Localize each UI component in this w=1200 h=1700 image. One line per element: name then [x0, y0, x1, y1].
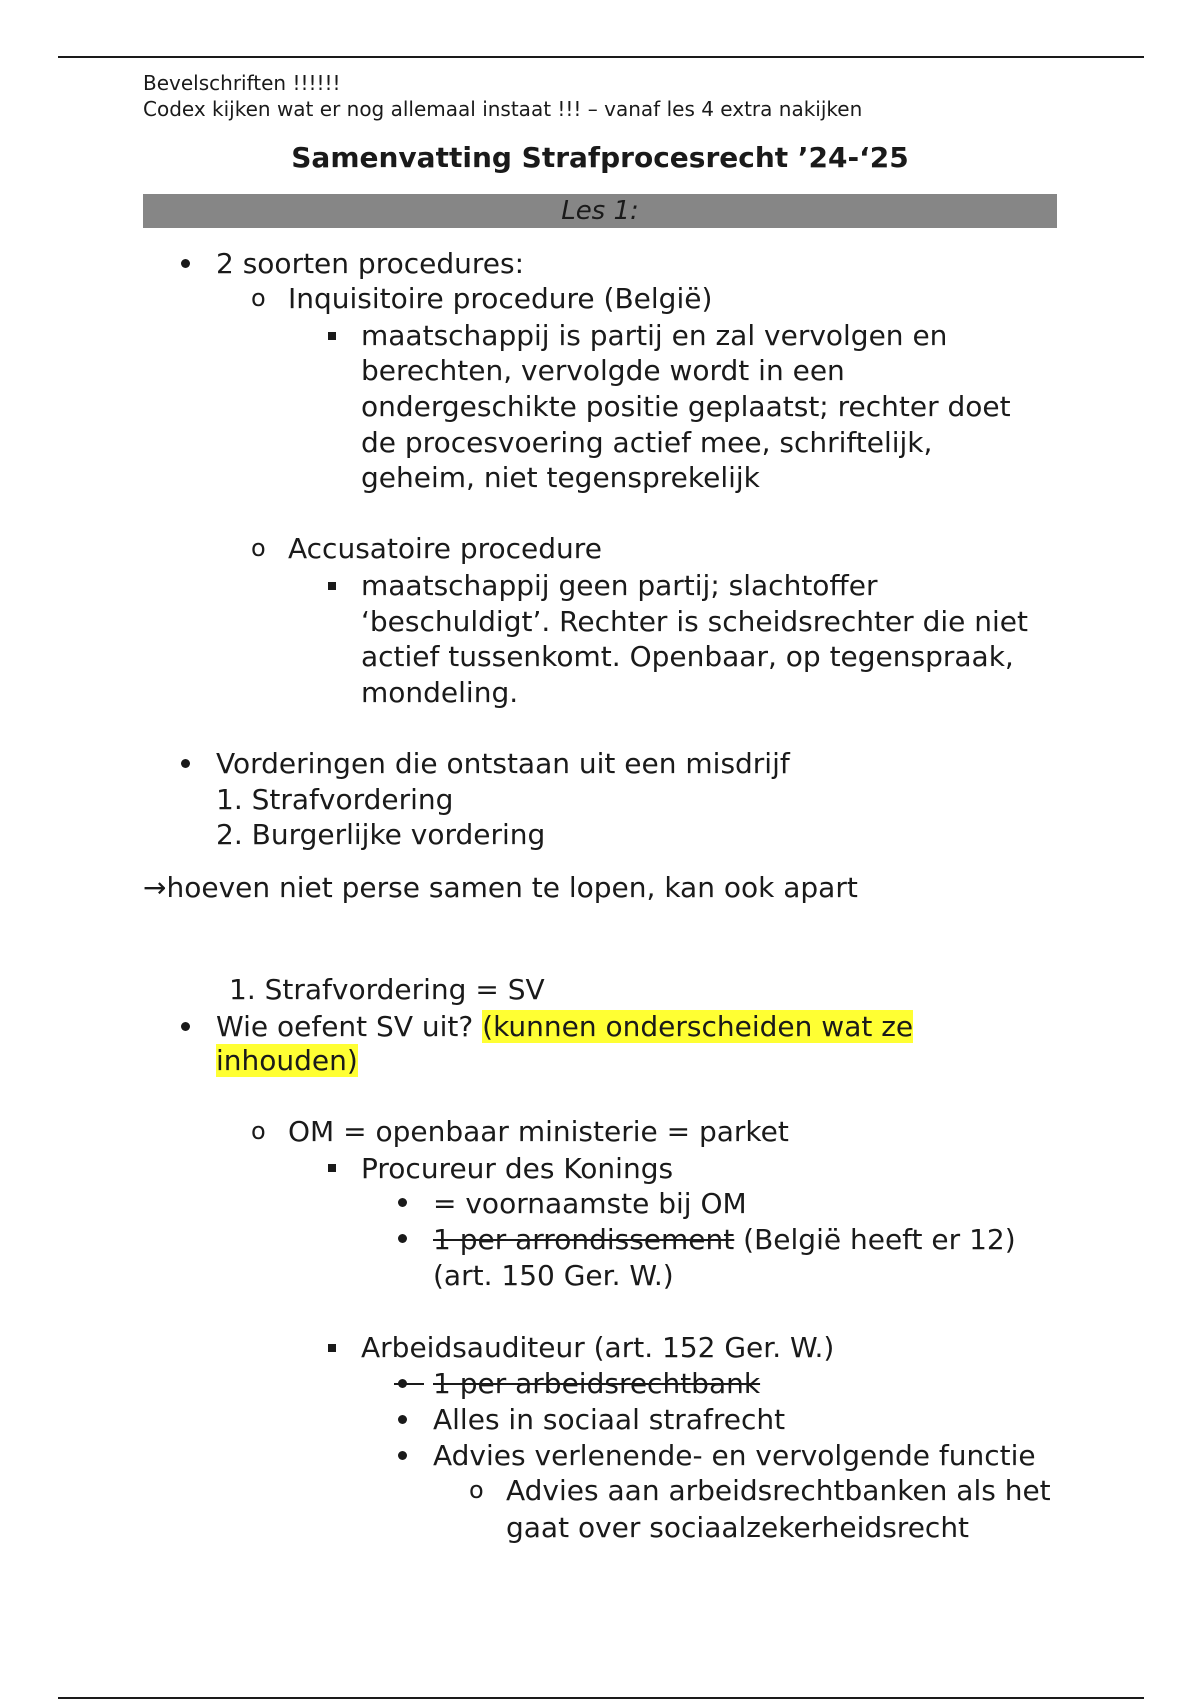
question-line-2: [216, 1043, 358, 1078]
top-divider: [58, 56, 1144, 58]
numbered-item-strafvordering: 1. Strafvordering: [216, 783, 454, 816]
accusatoire-item: Accusatoire procedure: [288, 532, 602, 565]
aa-subdetail-line-1: Advies aan arbeidsrechtbanken als het: [506, 1474, 1051, 1507]
procureur-des-konings-item: Procureur des Konings: [361, 1152, 674, 1185]
square-bullet-icon: [328, 1344, 336, 1352]
om-item: OM = openbaar ministerie = parket: [288, 1115, 789, 1148]
bullet-icon: [398, 1451, 407, 1460]
header-note-2: Codex kijken wat er nog allemaal instaat !!! – vanaf les 4 extra nakijken: [143, 97, 863, 121]
arrow-note: →hoeven niet perse samen te lopen, kan ook apart: [143, 871, 858, 904]
highlighted-note-cont: inhouden): [216, 1044, 358, 1077]
accusatoire-desc-line-2: ‘beschuldigt’. Rechter is scheidsrechter die niet: [361, 605, 1028, 638]
bullet-icon: [181, 1022, 190, 1031]
square-bullet-icon: [328, 582, 336, 590]
square-bullet-icon: [328, 1164, 336, 1172]
bullet-icon: [398, 1234, 407, 1243]
inquisitoire-desc-line-5: geheim, niet tegensprekelijk: [361, 461, 760, 494]
arbeidsauditeur-item: Arbeidsauditeur (art. 152 Ger. W.): [361, 1331, 835, 1364]
circle-bullet-icon: o: [251, 1117, 266, 1145]
aa-detail-3: Advies verlenende- en vervolgende functie: [433, 1439, 1036, 1472]
bullet-icon: [181, 259, 190, 268]
accusatoire-desc-line-3: actief tussenkomt. Openbaar, op tegenspraak,: [361, 640, 1014, 673]
inquisitoire-desc-line-3: ondergeschikte positie geplaatst; rechter doet: [361, 390, 1011, 423]
section-heading-les-1: Les 1:: [143, 194, 1057, 228]
bullet-icon: [398, 1415, 407, 1424]
question-text: Wie oefent SV uit?: [216, 1010, 483, 1043]
inquisitoire-desc-line-4: de procesvoering actief mee, schriftelijk,: [361, 426, 933, 459]
bullet-icon: [181, 759, 190, 768]
inquisitoire-desc-line-1: maatschappij is partij en zal vervolgen en: [361, 319, 948, 352]
aa-detail-1: [433, 1366, 760, 1401]
struck-text: 1 per arbeidsrechtbank: [433, 1367, 761, 1400]
header-note-1: Bevelschriften !!!!!!: [143, 71, 341, 95]
circle-bullet-icon: o: [251, 534, 266, 562]
pdk-detail-2-rest: (België heeft er 12): [734, 1223, 1016, 1256]
inquisitoire-desc-line-2: berechten, vervolgde wordt in een: [361, 354, 845, 387]
accusatoire-desc-line-1: maatschappij geen partij; slachtoffer: [361, 569, 878, 602]
document-title: Samenvatting Strafprocesrecht ’24-‘25: [291, 141, 909, 174]
inquisitoire-item: Inquisitoire procedure (België): [288, 282, 713, 315]
circle-bullet-icon: o: [469, 1476, 484, 1504]
struck-text: 1 per arrondissement: [433, 1223, 735, 1256]
strike-mark: [394, 1383, 424, 1385]
accusatoire-desc-line-4: mondeling.: [361, 676, 519, 709]
bullet-vorderingen: Vorderingen die ontstaan uit een misdrijf: [216, 747, 790, 780]
bottom-divider: [58, 1697, 1144, 1699]
aa-subdetail-line-2: gaat over sociaalzekerheidsrecht: [506, 1511, 970, 1544]
bullet-icon: [398, 1198, 407, 1207]
pdk-detail-2-line-2: (art. 150 Ger. W.): [433, 1259, 674, 1292]
pdk-detail-2: [433, 1222, 1016, 1257]
subheading-strafvordering-sv: 1. Strafvordering = SV: [229, 973, 545, 1006]
numbered-item-burgerlijke-vordering: 2. Burgerlijke vordering: [216, 818, 546, 851]
highlighted-note: (kunnen onderscheiden wat ze: [482, 1010, 914, 1043]
circle-bullet-icon: o: [251, 284, 266, 312]
question-line-1: [216, 1009, 913, 1044]
bullet-procedures: 2 soorten procedures:: [216, 247, 525, 280]
aa-detail-2: Alles in sociaal strafrecht: [433, 1403, 786, 1436]
square-bullet-icon: [328, 332, 336, 340]
pdk-detail-1: = voornaamste bij OM: [433, 1187, 747, 1220]
